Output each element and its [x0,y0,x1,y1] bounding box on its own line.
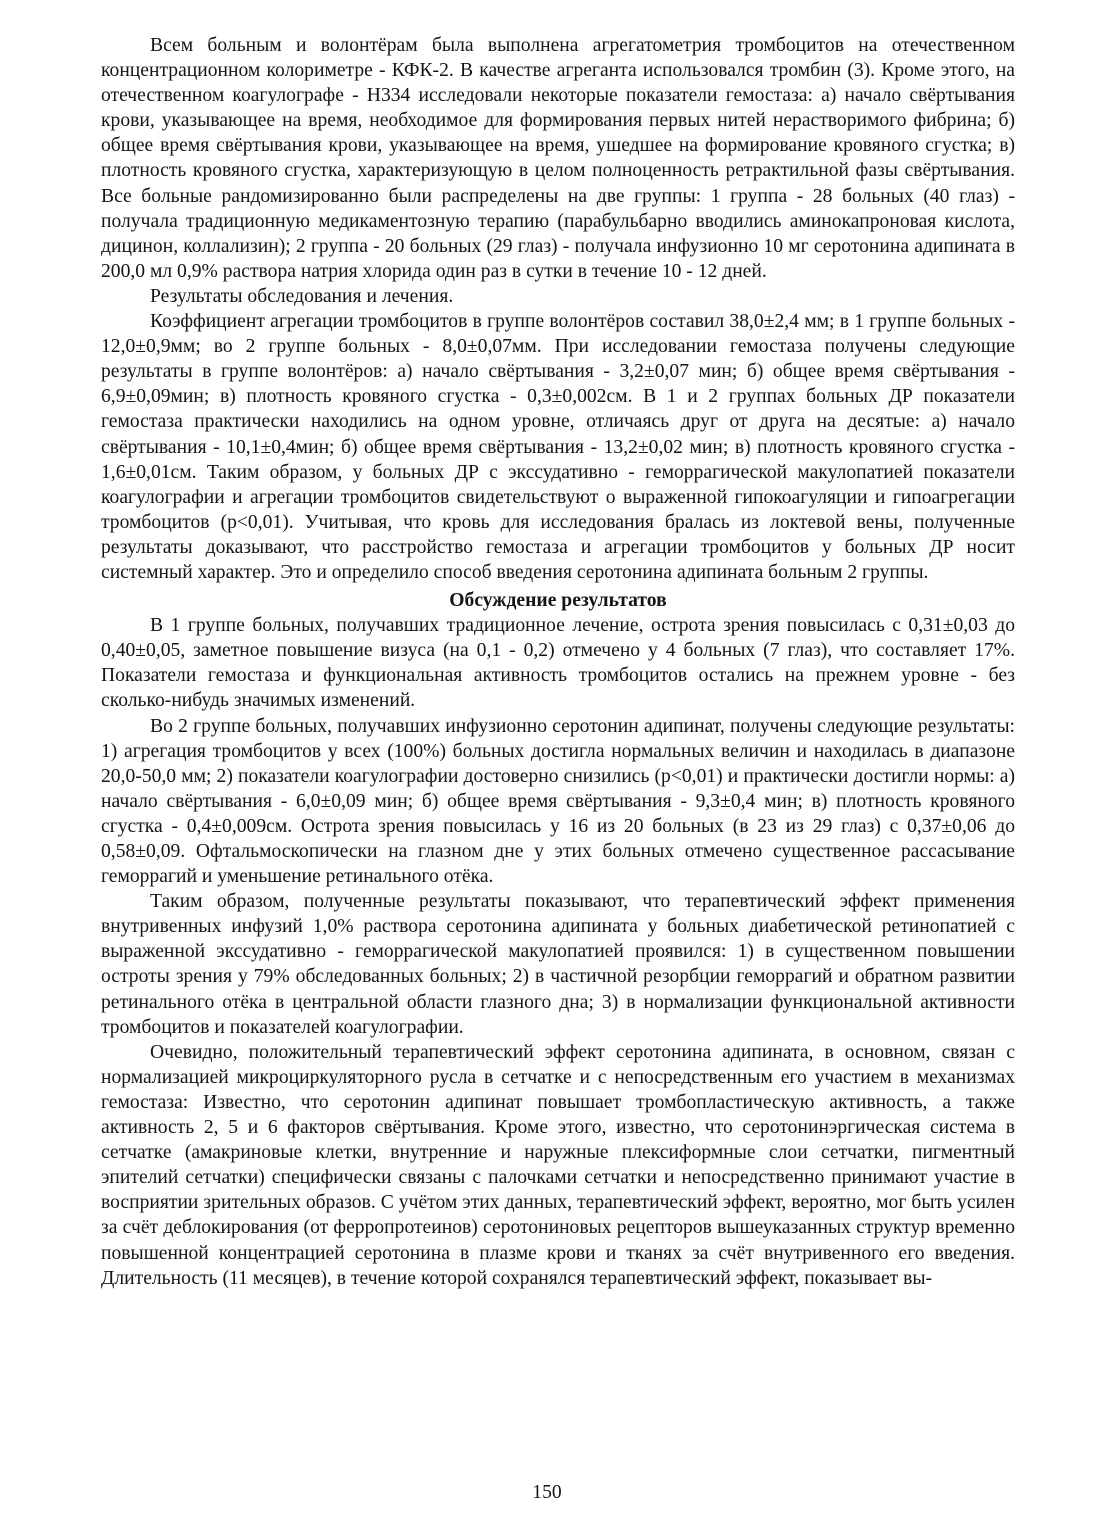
section-heading: Обсуждение результатов [449,590,667,612]
paragraph-group-2: Во 2 группе больных, получавших инфузионно серотонин адипинат, получены следующие результаты: 1) агрегация тромбоцитов у всех (100%) больных достигла нормальных величин и находилась в диапазоне 20,0-50,0 мм; 2) показатели коагулографии достоверно снизились (p<0,01) и практически достигли нормы: а) начало свёртывания - 6,0±0,09 мин; б) общее время свёртывания - 9,3±0,4 мин; в) плотность кровяного сгустка - 0,4±0,009см. Острота зрения повысилась у 16 из 20 больных (в 23 из 29 глаз) с 0,37±0,06 до 0,58±0,09. Офтальмоскопически на глазном дне у этих больных отмечено существенное рассасывание геморрагий и уменьшение ретинального отёка. [101,715,1015,888]
paragraph-results: Коэффициент агрегации тромбоцитов в группе волонтёров составил 38,0±2,4 мм; в 1 группе больных - 12,0±0,9мм; во 2 группе больных - 8,0±0,07мм. При исследовании гемостаза получены следующие результаты в группе волонтёров: а) начало свёртывания - 3,2±0,07 мин; б) общее время свёртывания - 6,9±0,09мин; в) плотность кровяного сгустка - 0,3±0,002см. В 1 и 2 группах больных ДР показатели гемостаза практически находились на одном уровне, отличаясь друг от друга на десятые: а) начало свёртывания - 10,1±0,4мин; б) общее время свёртывания - 13,2±0,02 мин; в) плотность кровяного сгустка - 1,6±0,01см. Таким образом, у больных ДР с экссудативно - геморрагической макулопатией показатели коагулографии и агрегации тромбоцитов свидетельствуют о выраженной гипокоагуляции и гипоагрегации тромбоцитов (p<0,01). Учитывая, что кровь для исследования бралась из локтевой вены, полученные результаты доказывают, что расстройство гемостаза и агрегации тромбоцитов у больных ДР носит системный характер. Это и определило способ введения серотонина адипината больным 2 группы. [101,311,1015,583]
paragraph-discussion: Очевидно, положительный терапевтический эффект серотонина адипината, в основном, связан с нормализацией микроциркуляторного русла в сетчатке и с непосредственным его участием в механизмах гемостаза: Известно, что серотонин адипинат повышает тромбопластическую активность, а также активность 2, 5 и 6 факторов свёртывания. Кроме этого, известно, что серотонинэргическая система в сетчатке (амакриновые клетки, внутренние и наружные плексиформные слои сетчатки, пигментный эпителий сетчатки) специфически связаны с палочками сетчатки и непосредственно принимают участие в восприятии зрительных образов. С учётом этих данных, терапевтический эффект, вероятно, мог быть усилен за счёт деблокирования (от ферропротеинов) серотониновых рецепторов вышеуказанных структур временно повышенной концентрацией серотонина в плазме крови и тканях за счёт внутривенного его введения. Длительность (11 месяцев), в течение которой сохранялся терапевтический эффект, показывает вы- [101,1041,1015,1289]
paragraph-group-1: В 1 группе больных, получавших традиционное лечение, острота зрения повысилась с 0,31±0,03 до 0,40±0,05, заметное повышение визуса (на 0,1 - 0,2) отмечено у 4 больных (7 глаз), что составляет 17%. Показатели гемостаза и функциональная активность тромбоцитов остались на прежнем уровне - без сколько-нибудь значимых изменений. [101,615,1015,712]
paragraph-methods: Всем больным и волонтёрам была выполнена агрегатометрия тромбоцитов на отечественном концентрационном колориметре - КФК-2. В качестве агреганта использовался тромбин (3). Кроме этого, на отечественном коагулографе - Н334 исследовали некоторые показатели гемостаза: а) начало свёртывания крови, указывающее на время, необходимое для формирования первых нитей нерастворимого фибрина; б) общее время свёртывания крови, указывающее на время, ушедшее на формирование кровяного сгустка; в) плотность кровяного сгустка, характеризующую в целом полноценность ретрактильной фазы свёртывания. Все больные рандомизированно были распределены на две группы: 1 группа - 28 больных (40 глаз) - получала традиционную медикаментозную терапию (парабульбарно вводились аминокапроновая кислота, дицинон, коллализин); 2 группа - 20 больных (29 глаз) - получала инфузионно 10 мг серотонина адипината в 200,0 мл 0,9% раствора натрия хлорида один раз в сутки в течение 10 - 12 дней. [101,35,1015,282]
page-number: 150 [532,1482,562,1503]
paragraph-conclusion: Таким образом, полученные результаты показывают, что терапевтический эффект применения внутривенных инфузий 1,0% раствора серотонина адипината у больных диабетической ретинопатией с выраженной экссудативно - геморрагической макулопатией проявился: 1) в существенном повышении остроты зрения у 79% обследованных больных; 2) в частичной резорбции геморрагий и обратном развитии ретинального отёка в центральной области глазного дна; 3) в нормализации функциональной активности тромбоцитов и показателей коагулографии. [101,891,1015,1038]
document-body [101,33,1015,1291]
paragraph-results-intro: Результаты обследования и лечения. [150,285,454,307]
